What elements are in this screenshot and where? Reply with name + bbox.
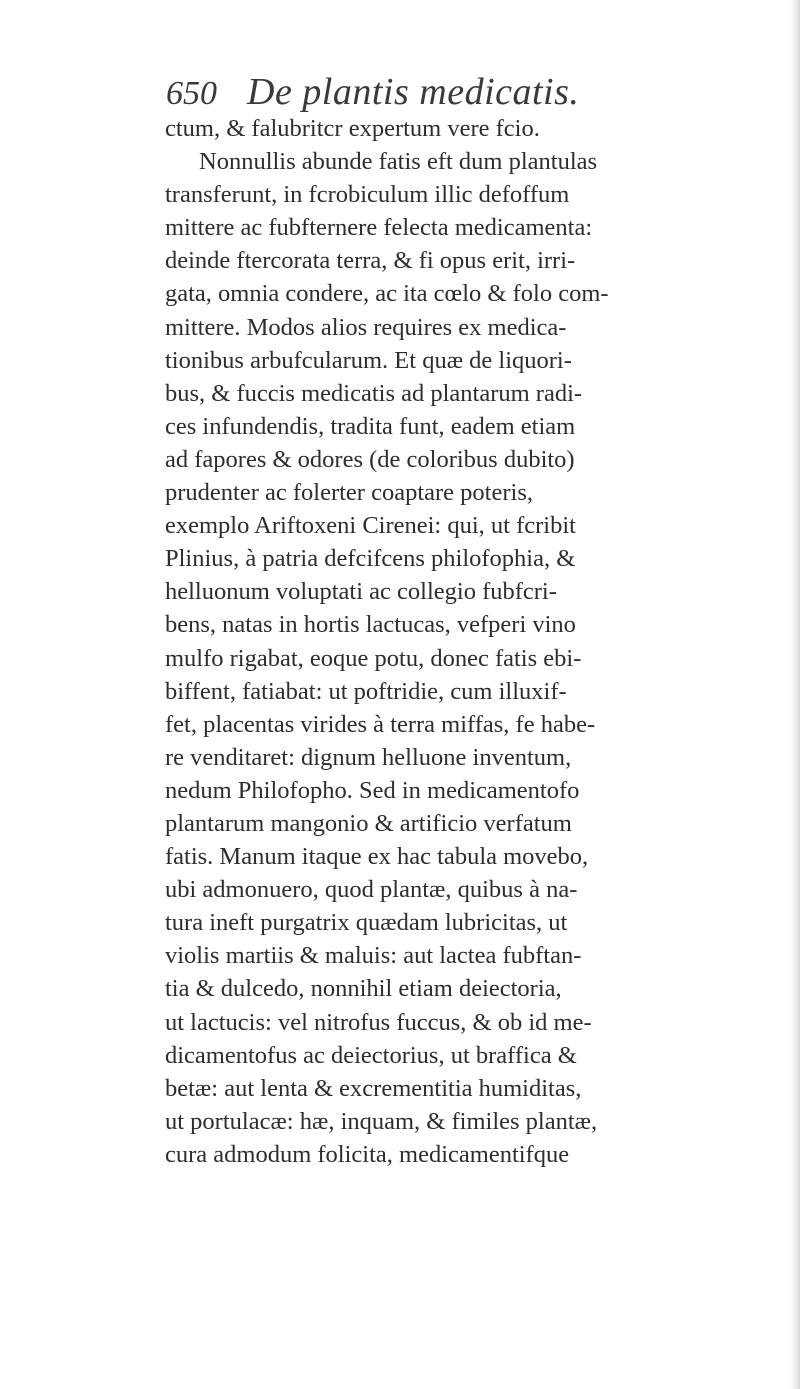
text-line: Nonnullis abunde fatis eft dum plantulas <box>199 148 598 176</box>
text-line: helluonum voluptati ac collegio fubfcri- <box>165 578 557 606</box>
text-line: ut portulacæ: hæ, inquam, & fimiles plantæ, <box>165 1107 598 1135</box>
text-line: violis martiis & maluis: aut lactea fubftan- <box>165 942 582 970</box>
text-line: ad fapores & odores (de coloribus dubito) <box>165 445 575 473</box>
text-line: dicamentofus ac deiectorius, ut braffica & <box>165 1041 577 1069</box>
text-line: deinde ftercorata terra, & fi opus erit, irri- <box>165 247 576 275</box>
text-line: biffent, fatiabat: ut poftridie, cum illuxif- <box>165 677 567 705</box>
text-line: bens, natas in hortis lactucas, vefperi vino <box>165 611 576 639</box>
text-line: mulfo rigabat, eoque potu, donec fatis ebi- <box>165 644 582 672</box>
text-line: betæ: aut lenta & excrementitia humiditas, <box>165 1074 582 1102</box>
text-line: ubi admonuero, quod plantæ, quibus à na- <box>165 876 578 904</box>
text-line: ut lactucis: vel nitrofus fuccus, & ob id me- <box>165 1008 592 1036</box>
text-line: tura ineft purgatrix quædam lubricitas, ut <box>165 909 568 937</box>
text-line: mittere ac fubfternere felecta medicamenta: <box>165 214 593 242</box>
body-text <box>165 112 725 1292</box>
text-line: cura admodum folicita, medicamentifque <box>165 1140 570 1168</box>
text-line: ctum, & falubritcr expertum vere fcio. <box>165 115 540 142</box>
text-line: exemplo Ariftoxeni Cirenei: qui, ut fcribit <box>165 512 576 540</box>
text-line: transferunt, in fcrobiculum illic defoffum <box>165 181 570 209</box>
page-number: 650 <box>166 75 217 112</box>
text-line: nedum Philofopho. Sed in medicamentofo <box>165 776 580 804</box>
text-line: mittere. Modos alios requires ex medica- <box>165 313 567 341</box>
text-line: prudenter ac folerter coaptare poteris, <box>165 479 533 507</box>
text-line: tionibus arbufcularum. Et quæ de liquori- <box>165 346 572 374</box>
text-line: plantarum mangonio & artificio verfatum <box>165 809 572 837</box>
text-line: fatis. Manum itaque ex hac tabula movebo, <box>165 843 589 871</box>
text-line: gata, omnia condere, ac ita cœlo & folo com- <box>165 280 609 308</box>
text-line: fet, placentas virides à terra miffas, fe habe- <box>165 710 596 738</box>
text-line: ces infundendis, tradita funt, eadem etiam <box>165 412 576 440</box>
text-line: re venditaret: dignum helluone inventum, <box>165 743 572 771</box>
text-line: tia & dulcedo, nonnihil etiam deiectoria, <box>165 975 562 1003</box>
text-line: Plinius, à patria defcifcens philofophia, & <box>165 545 576 573</box>
text-line: bus, & fuccis medicatis ad plantarum radi- <box>165 379 583 407</box>
page-edge-shadow <box>790 0 800 1389</box>
running-head-title: De plantis medicatis. <box>247 71 580 113</box>
